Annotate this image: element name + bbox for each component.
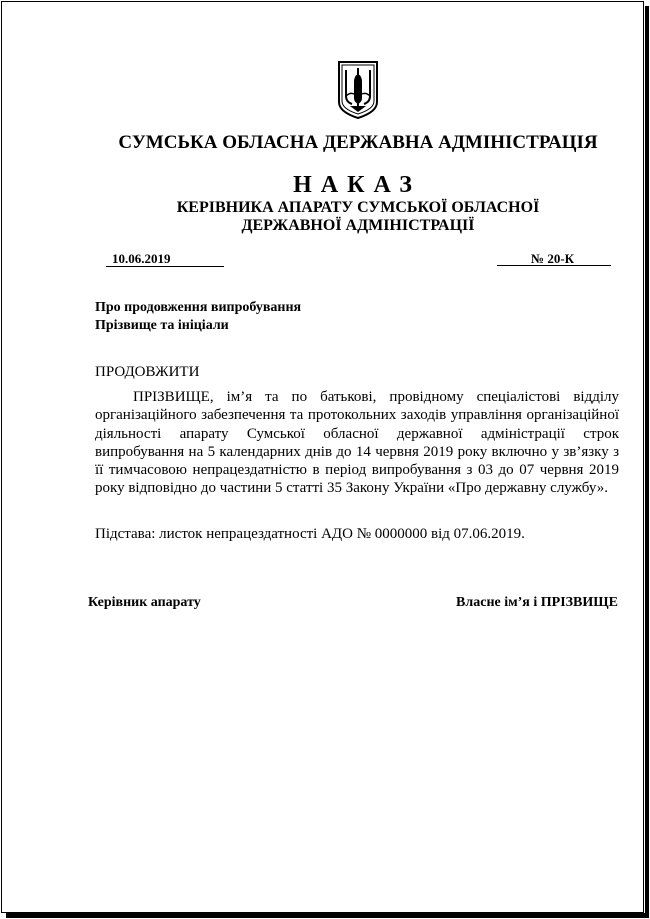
signatory-name: Власне ім’я і ПРІЗВИЩЕ xyxy=(456,595,618,610)
issuer-block xyxy=(2,199,650,235)
subject-line-1: Про продовження випробування xyxy=(95,300,302,315)
decree-word: ПРОДОВЖИТИ xyxy=(95,364,200,380)
issuer-line-1: КЕРІВНИКА АПАРАТУ СУМСЬКОЇ ОБЛАСНОЇ xyxy=(176,199,540,216)
document-page xyxy=(1,1,644,913)
page-shadow-bottom xyxy=(6,913,649,918)
signatory-position: Керівник апарату xyxy=(88,595,201,610)
document-type-title: НАКАЗ xyxy=(293,172,421,198)
body-paragraph: ПРІЗВИЩЕ, ім’я та по батькові, провідному спеціалістові відділу організаційного забезпечення та протокольних заходів управління організаційної діяльності апарату Сумської обласної державної адміністрації строк випробування на 5 календарних днів до 14 червня 2019 року включно у зв’язку з її тимчасовою непрацездатністю в період випробування з 03 до 07 червня 2019 року відповідно до частини 5 статті 35 Закону України «Про державну службу». xyxy=(95,389,619,497)
page-shadow-right xyxy=(645,6,649,917)
coat-of-arms-icon xyxy=(336,60,380,120)
organization-title: СУМСЬКА ОБЛАСНА ДЕРЖАВНА АДМІНІСТРАЦІЯ xyxy=(118,132,598,153)
subject-block xyxy=(95,299,301,335)
subject-line-2: Прізвище та ініціали xyxy=(95,318,229,333)
document-date: 10.06.2019 xyxy=(106,251,224,267)
basis-line: Підстава: листок непрацездатності АДО № 0000000 від 07.06.2019. xyxy=(95,526,525,542)
document-number: № 20-К xyxy=(497,251,611,266)
issuer-line-2: ДЕРЖАВНОЇ АДМІНІСТРАЦІЇ xyxy=(241,217,475,234)
